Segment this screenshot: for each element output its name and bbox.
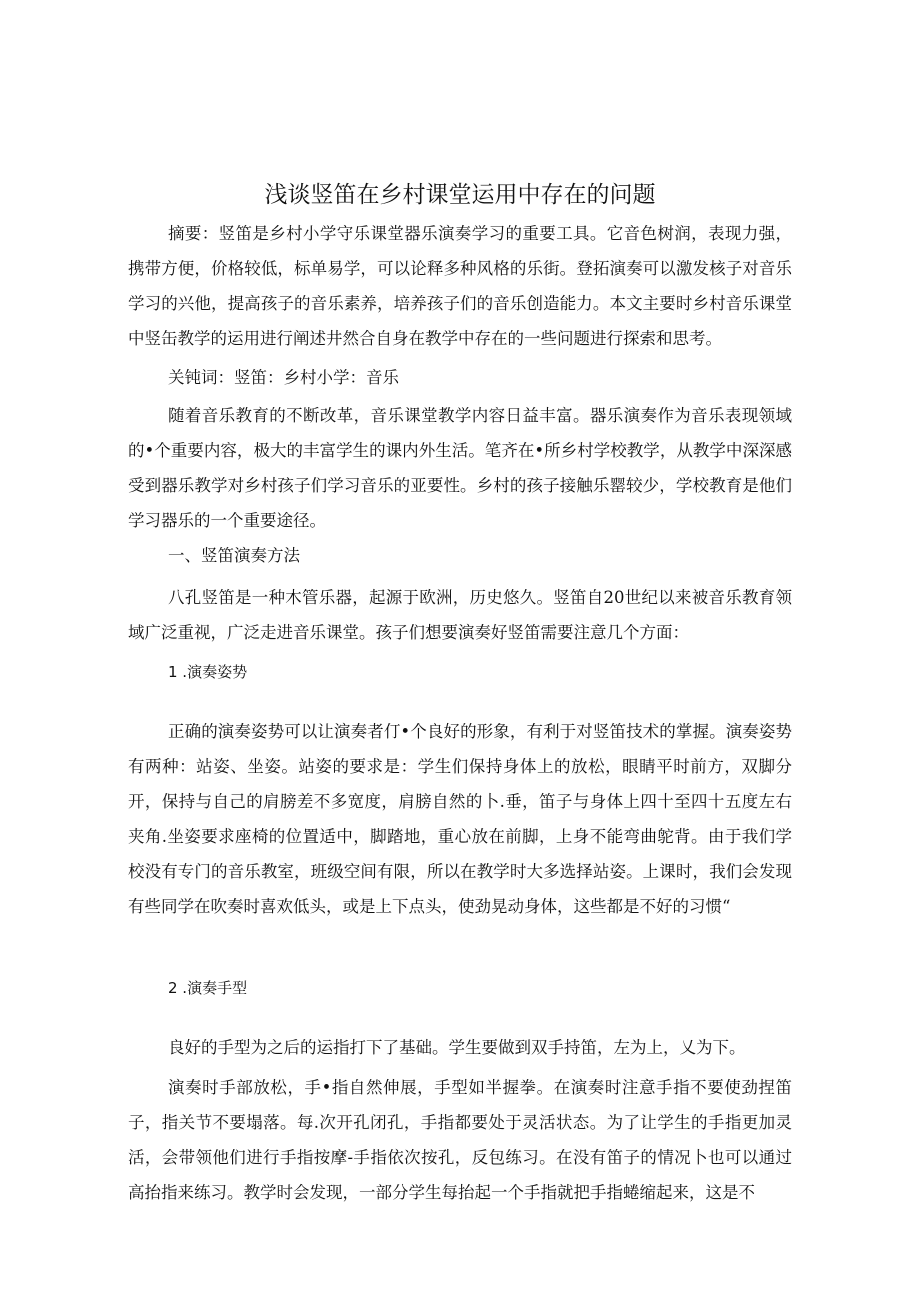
abstract-paragraph: 摘要：竖笛是乡村小学守乐课堂器乐演奏学习的重要工具。它音色树润，表现力强，携带方便，价格较低，标单易学，可以论释多种风格的乐街。登拓演奏可以激发核子对音乐学习的兴他，提高孩子的音乐素养，培养孩子们的音乐创造能力。本文主要时乡村音乐课堂中竖缶教学的运用进行阐述井然合自身在教学中存在的一些问题进行探索和思考。 [128,224,792,348]
subsection2-paragraph-1: 良好的手型为之后的运指打下了基础。学生要做到双手持笛，左为上，乂为下。 [168,1038,746,1057]
keywords-line: 关钝词：竖笛：乡村小学：音乐 [168,368,399,387]
subsection1-heading: 1 .演奏姿势 [168,663,248,681]
document-title: 浅谈竖笛在乡村课堂运用中存在的问题 [264,182,656,208]
intro-paragraph: 随着音乐教育的不断改革，音乐课堂教学内容日益丰富。器乐演奏作为音乐表现领域的•个重要内容，极大的丰富学生的课内外生活。笔齐在•所乡村学校教学，从教学中深深感受到器乐教学对乡村孩子们学习音乐的亚要性。乡村的孩子接触乐罂较少，学校教育是他们学习器乐的一个重要途径。 [128,406,792,530]
subsection1-paragraph: 正确的演奏姿势可以让演奏者仃•个良好的形象，有利于对竖笛技术的掌握。演奏姿势有两种：站姿、坐姿。站姿的要求是：学生们保持身体上的放松，眼睛平时前方，双脚分开，保持与自己的肩膀差不多宽度，肩膀自然的卜.垂，笛子与身体上四十至四十五度左右夹角.坐姿要求座椅的位置适中，脚踏地，重心放在前脚，上身不能弯曲鸵背。由于我们学校没有专门的音乐教室，班级空间有限，所以在教学时大多选择站姿。上课时，我们会发现有些同学在吹奏时喜欢低头，或是上下点头，使劲晃动身体，这些都是不好的习惯“ [128,722,792,916]
subsection2-heading: 2 .演奏手型 [168,979,248,997]
section1-heading: 一、竖笛演奏方法 [168,546,300,565]
section1-paragraph: 八孔竖笛是一种木管乐器，起源于欧洲，历史悠久。竖笛自20世纪以来被音乐教育领域广泛重视，广泛走进音乐课堂。孩子们想要演奏好竖笛需要注意几个方面： [128,588,792,642]
subsection2-paragraph-2: 演奏时手部放松，手•指自然伸展，手型如半握拳。在演奏时注意手指不要使劲捏笛子，指关节不要塌落。每.次开孔闭孔，手指都要处于灵活状态。为了让学生的手指更加灵活，会带领他们进行手指按摩-手指依次按孔，反包练习。在没有笛子的情况卜也可以通过高抬指来练习。教学时会发现，一部分学生每抬起一个手指就把手指蜷缩起来，这是不 [128,1078,792,1202]
